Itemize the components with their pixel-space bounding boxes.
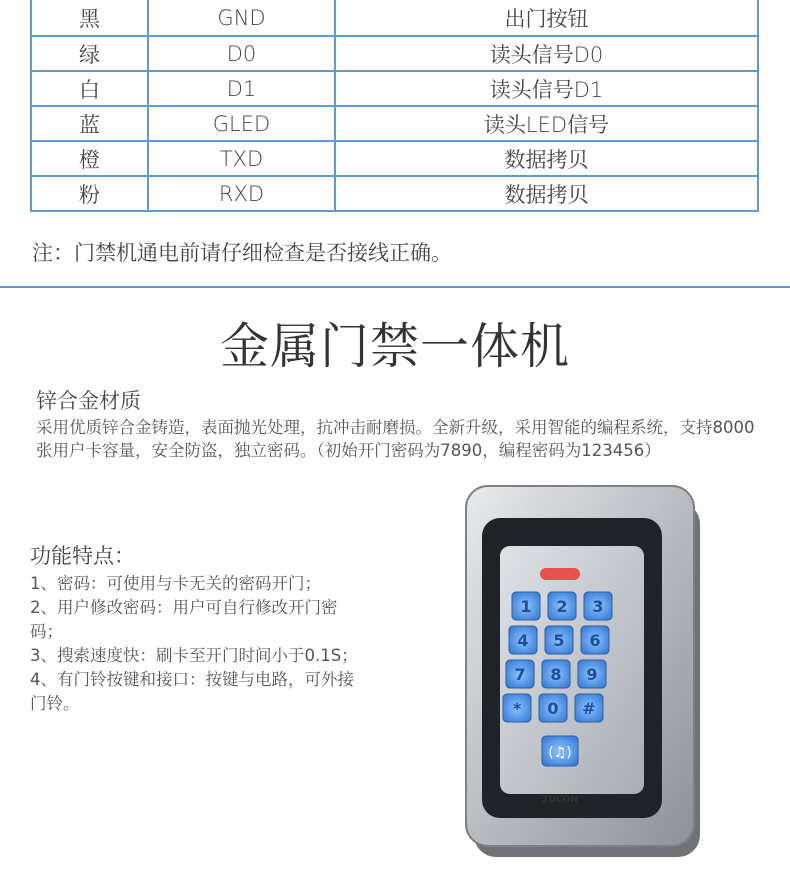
keypad-key: [545, 626, 573, 654]
feature-item: 1、密码：可使用与卡无关的密码开门；: [30, 574, 321, 593]
keypad-key: [575, 694, 603, 722]
keypad-key: [503, 694, 531, 722]
function-cell: 出门按钮: [335, 0, 758, 36]
feature-item: 2、用户修改密码：用户可自行修改开门密码；: [30, 598, 338, 641]
feature-item: 4、有门铃按键和接口：按键与电路，可外接门铃。: [30, 670, 354, 713]
keypad-key: [512, 592, 540, 620]
wire-color-cell: 白: [31, 71, 148, 106]
keypad-key: [578, 660, 606, 688]
keypad-key: [539, 694, 567, 722]
product-title: 金属门禁一体机: [219, 318, 570, 375]
signal-cell: GLED: [148, 106, 335, 141]
keypad-key-label: *: [512, 699, 522, 718]
keypad-key: [584, 592, 612, 620]
signal-cell: TXD: [148, 141, 335, 176]
section-divider: [0, 286, 790, 288]
function-cell: 读头信号D1: [335, 71, 758, 106]
signal-cell: D0: [148, 36, 335, 71]
wire-color-cell: 黑: [31, 0, 148, 36]
table-row: [31, 0, 758, 36]
wire-color-cell: 橙: [31, 141, 148, 176]
keypad-key: [548, 592, 576, 620]
keypad-key: [509, 626, 537, 654]
keypad-key-label: #: [582, 699, 596, 718]
wire-color-cell: 蓝: [31, 106, 148, 141]
material-heading: 锌合金材质: [36, 389, 141, 413]
status-led: [540, 568, 580, 580]
wire-color-cell: 绿: [31, 36, 148, 71]
wiring-table: [30, 0, 759, 212]
keypad-key-label: 2: [556, 597, 568, 616]
access-control-device-image: [460, 480, 710, 860]
table-row: [31, 106, 758, 141]
signal-cell: D1: [148, 71, 335, 106]
bell-icon: (♫): [548, 745, 572, 761]
keypad-key: [542, 660, 570, 688]
signal-cell: RXD: [148, 176, 335, 211]
doorbell-key: [542, 736, 578, 766]
keypad-key-label: 8: [550, 665, 562, 684]
keypad-key-label: 1: [520, 597, 532, 616]
table-row: [31, 176, 758, 211]
function-cell: 数据拷贝: [335, 176, 758, 211]
keypad-key: [581, 626, 609, 654]
brand-logo: ZUCON: [542, 795, 578, 805]
keypad-key-label: 5: [553, 631, 565, 650]
keypad-key: [506, 660, 534, 688]
wire-color-cell: 粉: [31, 176, 148, 211]
features-list: [30, 572, 360, 716]
signal-cell: GND: [148, 0, 335, 36]
keypad-key-label: 9: [586, 665, 598, 684]
function-cell: 读头LED信号: [335, 106, 758, 141]
keypad-key-label: 7: [514, 665, 526, 684]
keypad-key-label: 6: [589, 631, 601, 650]
function-cell: 数据拷贝: [335, 141, 758, 176]
material-description: 采用优质锌合金铸造，表面抛光处理，抗冲击耐磨损。全新升级，采用智能的编程系统，支持8000张用户卡容量，安全防盗，独立密码。（初始开门密码为7890，编程密码为123456）: [36, 418, 755, 460]
table-row: [31, 141, 758, 176]
table-row: [31, 71, 758, 106]
function-cell: 读头信号D0: [335, 36, 758, 71]
keypad-key-label: 4: [517, 631, 529, 650]
keypad-key-label: 3: [592, 597, 604, 616]
feature-item: 3、搜索速度快：刷卡至开门时间小于0.1S；: [30, 646, 358, 665]
keypad-key-label: 0: [547, 699, 559, 718]
wiring-note: 注：门禁机通电前请仔细检查是否接线正确。: [32, 241, 452, 265]
features-heading: 功能特点：: [30, 544, 135, 568]
table-row: [31, 36, 758, 71]
